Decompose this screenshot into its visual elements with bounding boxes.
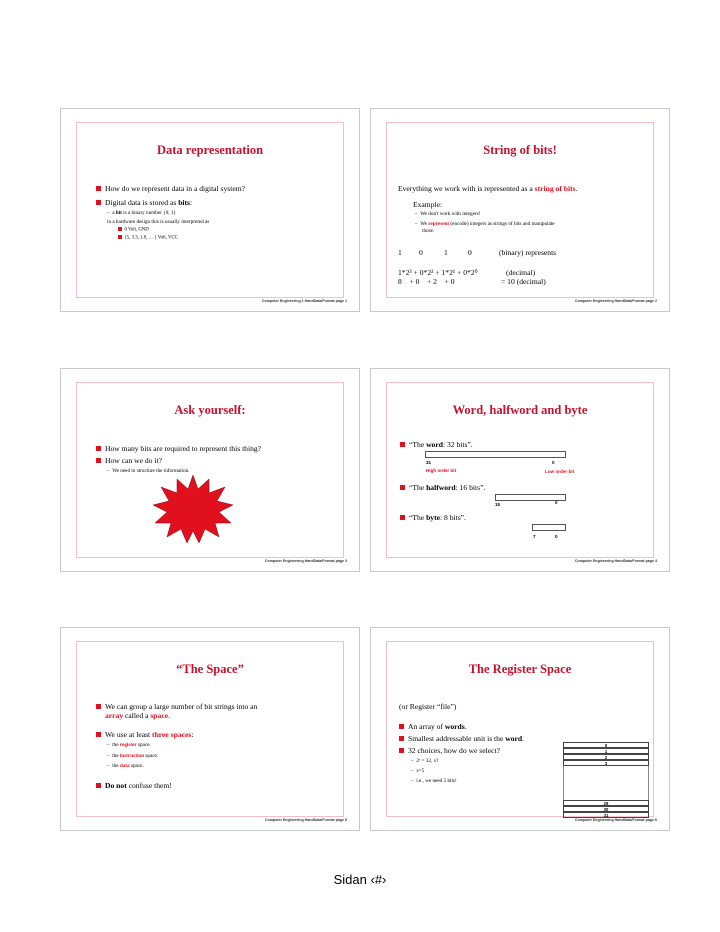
slide-5[interactable] xyxy=(60,627,360,831)
slide-3[interactable] xyxy=(60,368,360,572)
slide-6-title: The Register Space xyxy=(468,662,572,676)
slide-1-bullet-1: How do we represent data in a digital system? xyxy=(96,184,245,193)
slide-3-footer: Computer Engineering HandData/Format page 3 xyxy=(264,559,347,563)
slide-6-frame xyxy=(386,641,654,817)
bullet-square-icon xyxy=(96,186,101,191)
slide-2-title: String of bits! xyxy=(483,143,557,157)
slide-5-sub-3: – the data space. xyxy=(107,763,144,769)
slide-2-bit-1: 0 xyxy=(419,248,423,257)
bullet-square-icon xyxy=(399,748,404,753)
slide-1-title: Data representation xyxy=(156,143,264,157)
slide-4-footer: Computer Engineering HandData/Format page 4 xyxy=(574,559,657,563)
slide-4[interactable] xyxy=(370,368,670,572)
slide-5-title: “The Space” xyxy=(176,662,244,676)
bullet-square-icon xyxy=(96,446,101,451)
slide-5-bullet-1-cont: array called a space. xyxy=(105,711,170,720)
slide-2-sub-1: – We don't work with integers! xyxy=(415,211,481,217)
register-gap-right-line xyxy=(648,766,649,800)
slide-2-expression: 1*2³ + 0*2² + 1*2¹ + 0*2⁰ xyxy=(398,268,478,277)
slide-6-footer: Computer Engineering HandData/Format page 6 xyxy=(574,818,657,822)
slide-2-footer: Computer Engineering HandData/Format page 2 xyxy=(574,299,657,303)
slide-1-bullet-2: Digital data is stored as bits: xyxy=(96,198,192,207)
register-cell: 31 xyxy=(563,812,649,818)
bullet-square-icon xyxy=(96,458,101,463)
bullet-square-icon xyxy=(96,732,101,737)
slide-2-sub-2: – We represent (encode) integers as strings of bits and manipulate xyxy=(415,221,555,227)
slide-2-bit-2: 1 xyxy=(444,248,448,257)
halfword-low-index: 0 xyxy=(555,500,558,505)
bullet-square-icon xyxy=(96,704,101,709)
slide-6-sub-1: – 2ˣ = 32, x? xyxy=(411,758,439,764)
slide-6-sub-3: – i.e., we need 5 bits! xyxy=(411,778,457,784)
word-high-index: 31 xyxy=(426,460,432,465)
bullet-square-icon xyxy=(399,736,404,741)
register-cell: 30 xyxy=(563,806,649,812)
register-cell: 0 xyxy=(563,742,649,748)
slide-1[interactable] xyxy=(60,108,360,312)
slide-2-example-label: Example: xyxy=(413,200,443,209)
slide-1-frame xyxy=(76,122,344,298)
slide-3-frame xyxy=(76,382,344,558)
register-cell: 1 xyxy=(563,748,649,754)
slide-6-bullet-3: 32 choices, how do we select? xyxy=(399,746,500,755)
slide-2-sub-2-cont: those. xyxy=(422,228,435,234)
halfword-high-index: 15 xyxy=(495,502,501,507)
slide-6-bullet-2: Smallest addressable unit is the word. xyxy=(399,734,524,743)
register-cell: 2 xyxy=(563,754,649,760)
slide-6[interactable] xyxy=(370,627,670,831)
slide-1-subsub-1: 0 Volt, GND xyxy=(118,227,149,234)
slide-5-bullet-2: We use at least three spaces: xyxy=(96,730,193,739)
slide-2-intro: Everything we work with is represented as a string of bits. xyxy=(398,184,578,193)
slide-4-halfword-bullet: “The halfword: 16 bits”. xyxy=(400,483,485,492)
high-order-bit-label: High order bit xyxy=(426,468,457,473)
slide-3-bullet-2: How can we do it? xyxy=(96,456,162,465)
bullet-square-icon xyxy=(118,235,122,239)
byte-low-index: 0 xyxy=(555,534,558,539)
slide-3-sub-1: – We need to structure the information. xyxy=(107,468,190,474)
low-order-bit-label: Low order bit xyxy=(545,469,575,474)
slide-5-sub-2: – the instruction space. xyxy=(107,753,159,759)
slide-2-frame xyxy=(386,122,654,298)
bullet-square-icon xyxy=(400,442,405,447)
bullet-square-icon xyxy=(118,227,122,231)
red-star-burst-icon xyxy=(153,475,233,543)
slide-2-sum-note: = 10 (decimal) xyxy=(501,277,546,286)
slide-2-sum: 8 + 0 + 2 + 0 xyxy=(398,277,455,286)
slide-3-title: Ask yourself: xyxy=(174,403,246,417)
slide-1-footer: Computer Engineering 1 HandData/Format page 1 xyxy=(261,299,347,303)
slide-4-title: Word, halfword and byte xyxy=(452,403,588,417)
slide-4-word-bullet: “The word: 32 bits”. xyxy=(400,440,473,449)
slide-2-bits-note: (binary) represents xyxy=(499,248,557,257)
star-shape xyxy=(153,475,233,543)
register-file-diagram xyxy=(563,742,649,818)
register-cell: 29 xyxy=(563,800,649,806)
bullet-square-icon xyxy=(400,515,405,520)
slide-4-frame xyxy=(386,382,654,558)
bullet-square-icon xyxy=(400,485,405,490)
bullet-square-icon xyxy=(96,783,101,788)
slide-5-footer: Computer Engineering HandData/Format page 5 xyxy=(264,818,347,822)
register-cell: 3 xyxy=(563,760,649,766)
byte-high-index: 7 xyxy=(533,534,536,539)
word-low-index: 0 xyxy=(552,460,555,465)
slide-5-bullet-3: Do not confuse them! xyxy=(96,781,172,790)
slide-2-expression-note: (decimal) xyxy=(506,268,536,277)
slide-6-intro: (or Register “file”) xyxy=(399,702,457,711)
bullet-square-icon xyxy=(399,724,404,729)
page-number-label: Sidan ‹#› xyxy=(333,872,387,887)
bullet-square-icon xyxy=(96,200,101,205)
slide-2-bit-3: 0 xyxy=(468,248,472,257)
slide-2-bit-0: 1 xyxy=(398,248,402,257)
slide-6-sub-2: – x=5 xyxy=(411,768,425,774)
slide-1-sub-2: in a hardware design this is usually interpreted as xyxy=(107,219,210,225)
slide-5-bullet-1: We can group a large number of bit strings into an xyxy=(96,702,257,711)
slide-1-sub-1: – a bit is a binary number {0, 1} xyxy=(107,210,176,216)
slide-3-bullet-1: How many bits are required to represent this thing? xyxy=(96,444,261,453)
byte-bit-box xyxy=(532,524,566,531)
slide-5-sub-1: – the register space. xyxy=(107,742,151,748)
word-bit-box xyxy=(425,451,566,458)
slide-2[interactable] xyxy=(370,108,670,312)
slide-5-frame xyxy=(76,641,344,817)
slide-1-subsub-2: {5, 3.3, 1.8, … } Volt, VCC xyxy=(118,235,178,242)
slide-6-bullet-1: An array of words. xyxy=(399,722,467,731)
slide-4-byte-bullet: “The byte: 8 bits”. xyxy=(400,513,466,522)
register-gap-left-line xyxy=(563,766,564,800)
